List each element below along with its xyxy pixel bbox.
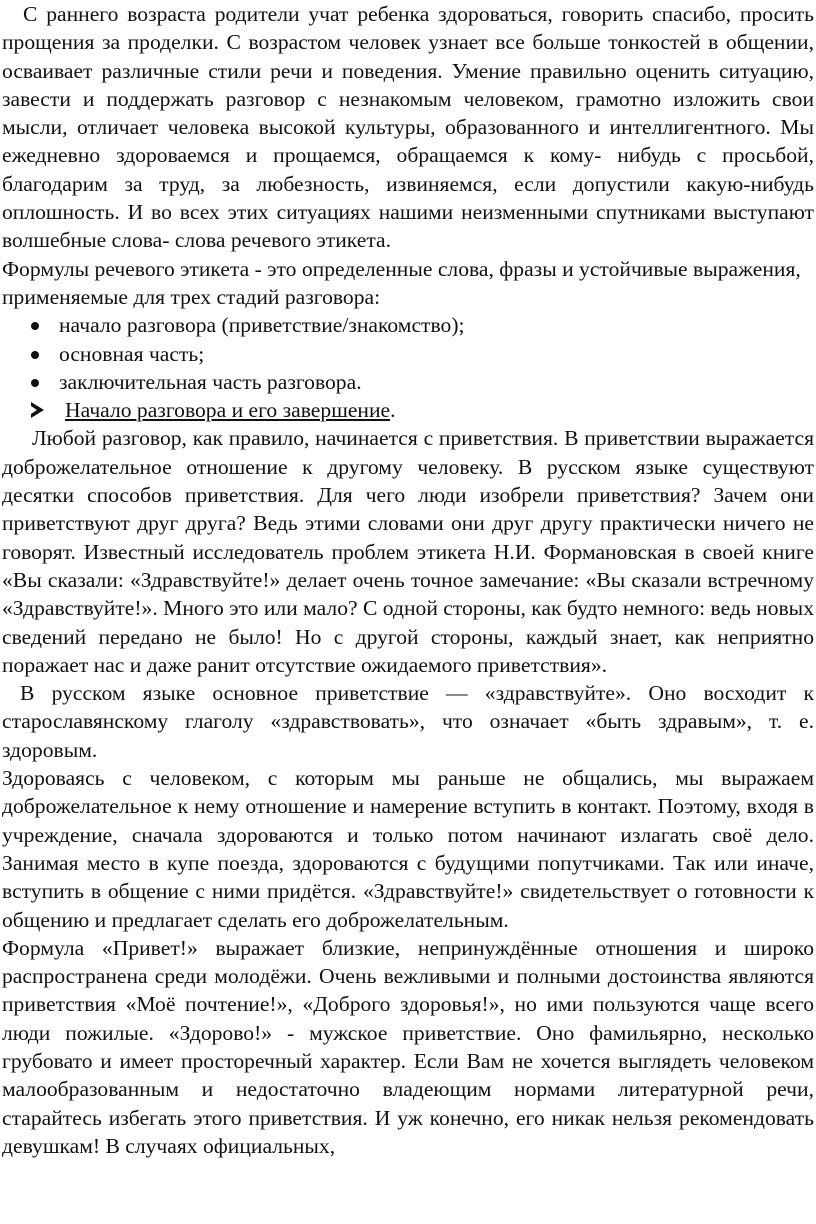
paragraph-contact: Здороваясь с человеком, с которым мы раньше не общались, мы выражаем доброжелательное к нему отношение и намерение вступить в контакт. Поэтому, входя в учреждение, сначала здороваются и только потом начинают излагать своё дело. Занимая место в купе поезда, здороваются с будущими попутчиками. Так или иначе, вступить в общение с ними придётся. «Здравствуйте!» свидетельствует о готовности к общению и предлагает сделать его доброжелательным. (2, 766, 814, 932)
paragraph-stages: применяемые для трех стадий разговора: (2, 284, 381, 309)
paragraph-privet: Формула «Привет!» выражает близкие, непринуждённые отношения и широко распространена среди молодёжи. Очень вежливыми и полными достоинства являются приветствия «Моё почтение!», «Доброго здоровья!», но ими пользуются чаще всего люди пожилые. «Здорово!» - мужское приветствие. Оно фамильярно, несколько грубовато и имеет просторечный характер. Если Вам не хочется выглядеть человеком малообразованным и недостаточно владеющим нормами литературной речи, старайтесь избегать этого приветствия. И уж конечно, его никак нельзя рекомендовать девушкам! В случаях официальных, (2, 935, 814, 1158)
paragraph-intro: С раннего возраста родители учат ребенка здороваться, говорить спасибо, просить прощения за проделки. С возрастом человек узнает все больше тонкостей в общении, осваивает различные стили речи и поведения. Умение правильно оценить ситуацию, завести и поддержать разговор с незнакомым человеком, грамотно изложить свои мысли, отличает человека высокой культуры, образованного и интеллигентного. Мы ежедневно здороваемся и прощаемся, обращаемся к кому- нибудь с просьбой, благодарим за труд, за любезность, извиняемся, если допустили какую-нибудь оплошность. И во всех этих ситуациях нашими неизменными спутниками выступают волшебные слова- слова речевого этикета. (2, 2, 814, 253)
paragraph-greeting: Любой разговор, как правило, начинается с приветствия. В приветствии выражается доброжелательное отношение к другому человеку. В русском языке существуют десятки способов приветствия. Для чего люди изобрели приветствия? Зачем они приветствуют друг друга? Ведь этими словами они друг другу практически ничего не говорят. Известный исследователь проблем этикета Н.И. Формановская в своей книге «Вы сказали: «Здравствуйте!» делает очень точное замечание: «Вы сказали встречному «Здравствуйте!». Много это или мало? С одной стороны, как будто немного: ведь новых сведений передано не было! Но с другой стороны, каждый знает, как неприятно поражает нас и даже ранит отсутствие ожидаемого приветствия». (2, 426, 814, 677)
section-heading-text: Начало разговора и его завершение (65, 398, 391, 423)
paragraph-formulas: Формулы речевого этикета - это определенные слова, фразы и устойчивые выражения, (2, 256, 801, 281)
section-heading: Начало разговора и его завершение. (2, 396, 814, 424)
bullet-icon (31, 351, 39, 359)
paragraph-zdravstvuyte: В русском языке основное приветствие — «здравствуйте». Оно восходит к старославянскому глаголу «здравствовать», что означает «быть здравым», т. е. здоровым. (2, 681, 814, 762)
bullet-icon (31, 379, 39, 387)
list-item: основная часть; (2, 340, 814, 368)
list-item: начало разговора (приветствие/знакомство); (2, 311, 814, 339)
stages-list (2, 311, 814, 396)
list-item: заключительная часть разговора. (2, 368, 814, 396)
arrow-bullet-icon (31, 402, 44, 418)
bullet-icon (31, 322, 39, 330)
